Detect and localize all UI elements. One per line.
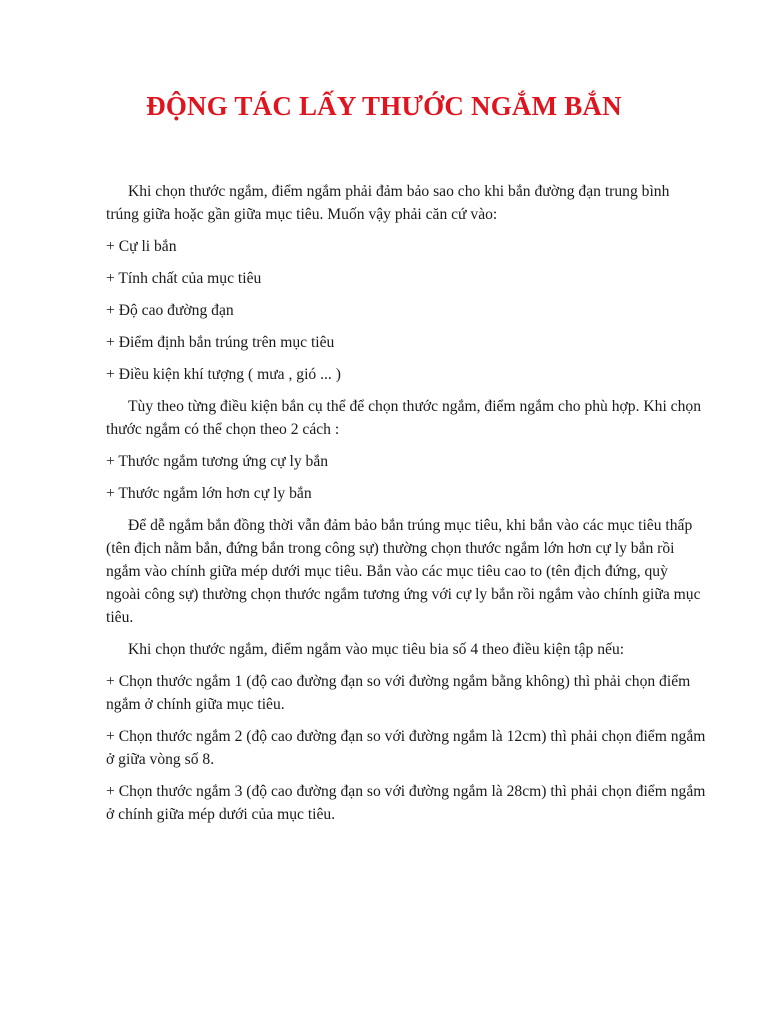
paragraph-target: Khi chọn thước ngắm, điểm ngắm vào mục tiêu bia số 4 theo điều kiện tập nếu: <box>128 641 625 658</box>
list-item: + Chọn thước ngắm 1 (độ cao đường đạn so với đường ngắm bằng không) thì phải chọn điểm ngắm ở chính giữa mục tiêu. <box>106 673 691 713</box>
document-title: ĐỘNG TÁC LẤY THƯỚC NGẮM BẮN <box>146 91 622 121</box>
paragraph-intro: Khi chọn thước ngắm, điểm ngắm phải đảm bảo sao cho khi bắn đường đạn trung bình trúng giữa hoặc gần giữa mục tiêu. Muốn vậy phải căn cứ vào: <box>106 183 670 223</box>
list-item: + Tính chất của mục tiêu <box>106 270 262 287</box>
list-item: + Điểm định bắn trúng trên mục tiêu <box>106 334 335 351</box>
document-body <box>106 180 706 835</box>
list-item: + Thước ngắm lớn hơn cự ly bắn <box>106 485 312 502</box>
paragraph-explanation: Để dễ ngắm bắn đồng thời vẫn đảm bảo bắn trúng mục tiêu, khi bắn vào các mục tiêu thấp (tên địch nằm bắn, đứng bắn trong công sự) thường chọn thước ngắm lớn hơn cự ly bắn rồi ngắm vào chính giữa mép dưới mục tiêu. Bắn vào các mục tiêu cao to (tên địch đứng, quỳ ngoài công sự) thường chọn thước ngắm tương ứng với cự ly bắn rồi ngắm vào chính giữa mục tiêu. <box>106 517 701 626</box>
list-item: + Thước ngắm tương ứng cự ly bắn <box>106 453 329 470</box>
list-item: + Cự li bắn <box>106 238 177 255</box>
list-item: + Chọn thước ngắm 3 (độ cao đường đạn so với đường ngắm là 28cm) thì phải chọn điểm ngắm ở chính giữa mép dưới của mục tiêu. <box>106 783 706 823</box>
list-item: + Điều kiện khí tượng ( mưa , gió ... ) <box>106 366 341 383</box>
paragraph-conditions: Tùy theo từng điều kiện bắn cụ thể để chọn thước ngắm, điểm ngắm cho phù hợp. Khi chọn thước ngắm có thể chọn theo 2 cách : <box>106 398 701 438</box>
list-item: + Chọn thước ngắm 2 (độ cao đường đạn so với đường ngắm là 12cm) thì phải chọn điểm ngắm ở giữa vòng số 8. <box>106 728 706 768</box>
list-item: + Độ cao đường đạn <box>106 302 234 319</box>
